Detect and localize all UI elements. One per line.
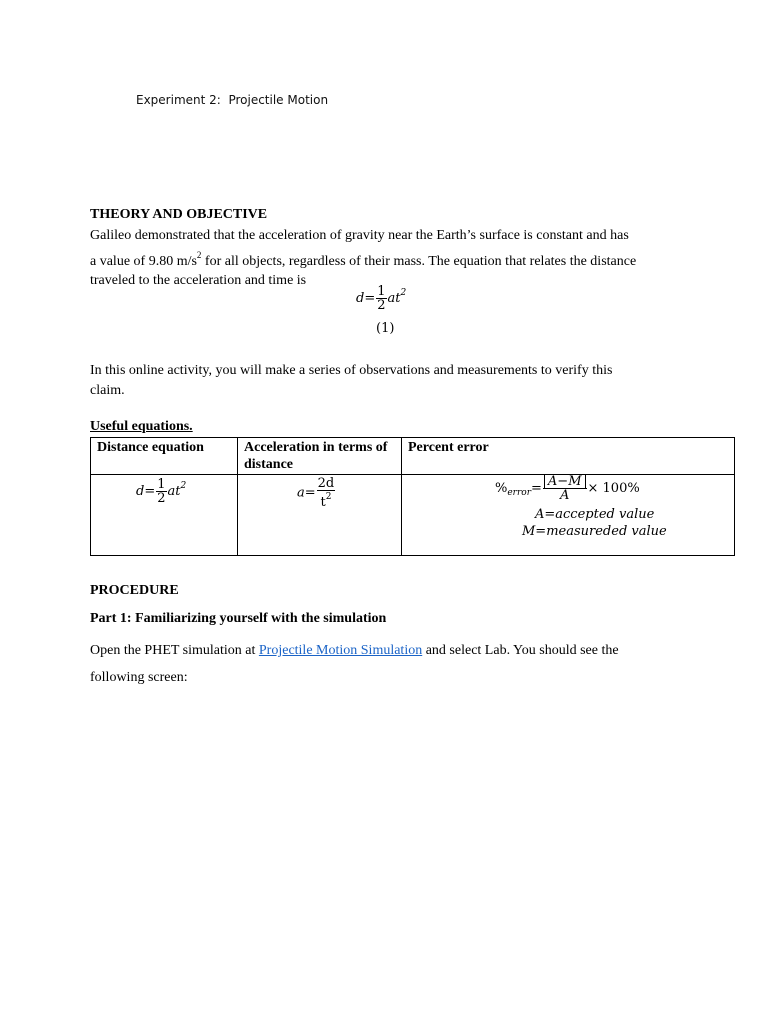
theory-line-1: Galileo demonstrated that the acceleration of gravity near the Earth’s surface is constant and has [90,228,629,243]
table-header-row [91,438,735,475]
procedure-heading: PROCEDURE [90,583,179,598]
procedure-paragraph [90,637,690,691]
theory-line-3: traveled to the acceleration and time is [90,273,307,288]
percent-error-cell [402,475,735,556]
projectile-motion-link[interactable]: Projectile Motion Simulation [258,643,423,658]
online-line-2: claim. [90,382,125,398]
online-line-1: In this online activity, you will make a series of observations and measurements to verify this [90,363,613,378]
acceleration-equation-cell [238,475,402,556]
column-header-acceleration: Acceleration in terms of distance [238,438,402,475]
table-distance-formula: d= $\frac{1}{2}$ $at^2$ [136,477,187,506]
theory-line-2: a value of 9.80 $m/s^2$ for all objects, regardless of their mass. The equation that relates the distance [90,249,637,269]
procedure-line-1: Open the PHET simulation at Projectile Motion Simulation and select Lab. You should see the [90,643,619,658]
percent-error-formula: $\%_{error}=$ $\frac{A-M}{A}$ × 100% [495,474,640,503]
accepted-value-definition: A=accepted value [535,507,655,522]
part1-heading: Part 1: Familiarizing yourself with the simulation [90,611,387,626]
column-header-distance: Distance equation [91,438,238,475]
equations-table [90,437,735,556]
equation-number: (1) [376,321,395,336]
online-paragraph [90,361,690,400]
acceleration-formula: a= $\frac{2d}{t^2}$ [297,476,335,510]
header-title: Experiment 2: Projectile Motion [136,93,329,107]
distance-equation: d= $\frac{1}{2}$ $at^2$ [356,284,407,313]
procedure-line-2: following screen: [90,670,188,685]
theory-paragraph [90,226,690,291]
theory-heading: THEORY AND OBJECTIVE [90,207,268,222]
column-header-percent-error: Percent error [402,438,735,475]
measured-value-definition: M=measureded value [522,524,667,539]
distance-equation-cell [91,475,238,556]
useful-equations-heading: Useful equations. [90,419,193,434]
table-row [91,475,735,556]
